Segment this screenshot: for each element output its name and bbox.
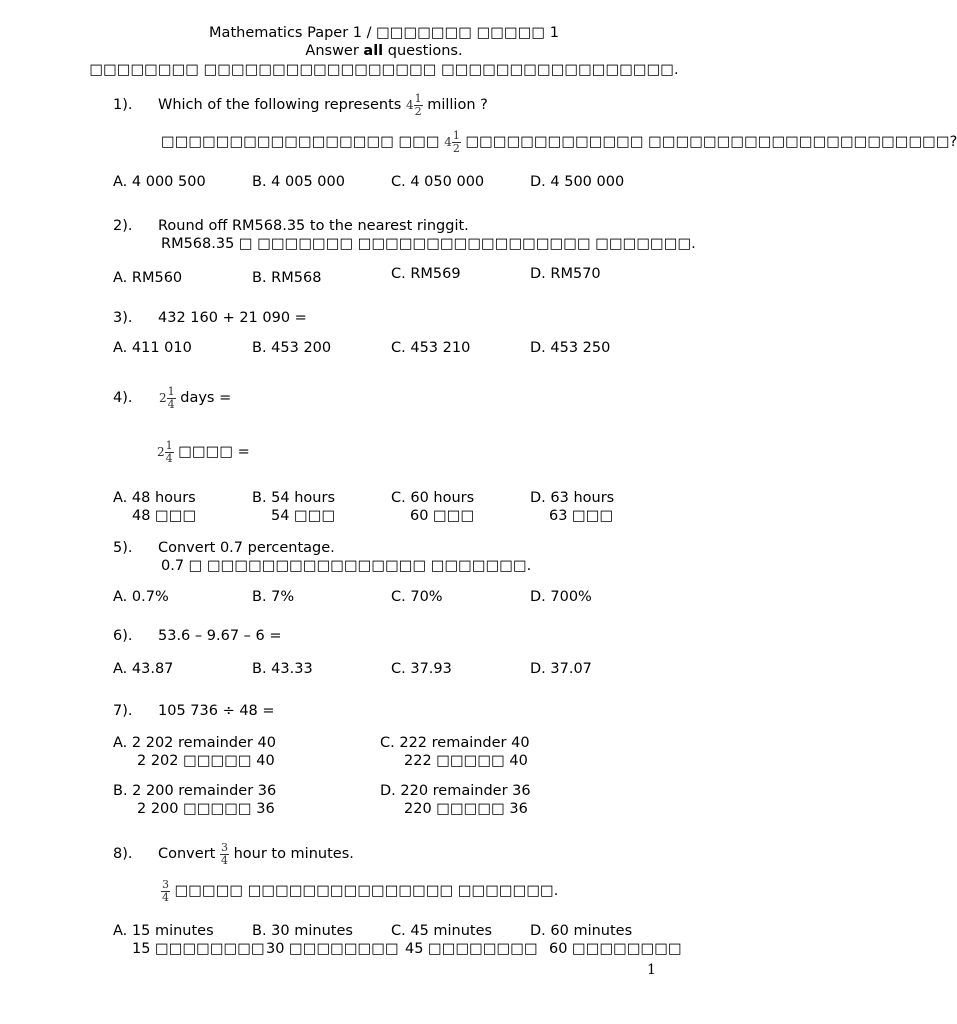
question-5-text-en: Convert 0.7 percentage. [158, 540, 335, 556]
q2-option-d[interactable]: D. RM570 [530, 266, 601, 282]
fraction: $\frac{3}{4}$ [220, 840, 228, 867]
fraction: $\frac{1}{4}$ [167, 384, 175, 411]
q8-option-a[interactable]: A. 15 minutes [113, 923, 214, 939]
question-7-number: 7). [113, 703, 133, 719]
q6-option-d[interactable]: D. 37.07 [530, 661, 592, 677]
q4-option-d[interactable]: D. 63 hours [530, 490, 615, 506]
q7-option-a-ta: 2 202 □□□□□ 40 [137, 753, 275, 769]
q4-option-a[interactable]: A. 48 hours [113, 490, 196, 506]
question-3-text: 432 160 + 21 090 = [158, 310, 307, 326]
question-6-number: 6). [113, 628, 133, 644]
q5-option-c[interactable]: C. 70% [391, 589, 443, 605]
q2-option-a[interactable]: A. RM560 [113, 270, 183, 286]
question-5-number: 5). [113, 540, 133, 556]
q2-option-b[interactable]: B. RM568 [252, 270, 322, 286]
q8-option-c[interactable]: C. 45 minutes [391, 923, 493, 939]
q6-option-b[interactable]: B. 43.33 [252, 661, 313, 677]
fraction: $\frac{1}{2}$ [452, 128, 460, 155]
instruction-ta: □□□□□□□□ □□□□□□□□□□□□□□□□□ □□□□□□□□□□□□□□□□□. [89, 62, 679, 78]
q7-option-b[interactable]: B. 2 200 remainder 36 [113, 783, 277, 799]
q4-option-a-ta: 48 □□□ [132, 508, 197, 524]
question-7-text: 105 736 ÷ 48 = [158, 703, 275, 719]
q4-option-c-ta: 60 □□□ [410, 508, 475, 524]
q7-option-d-ta: 220 □□□□□ 36 [404, 801, 528, 817]
q4-option-b-ta: 54 □□□ [271, 508, 336, 524]
question-8-text-en: Convert $\frac{3}{4}$ hour to minutes. [158, 840, 354, 867]
question-1-number: 1). [113, 97, 133, 113]
q7-option-c-ta: 222 □□□□□ 40 [404, 753, 528, 769]
q3-option-b[interactable]: B. 453 200 [252, 340, 332, 356]
question-3-number: 3). [113, 310, 133, 326]
question-2-text-ta: RM568.35 □ □□□□□□□ □□□□□□□□□□□□□□□□□ □□□□□□□. [161, 236, 696, 252]
q4-option-d-ta: 63 □□□ [549, 508, 614, 524]
q7-option-d[interactable]: D. 220 remainder 36 [380, 783, 531, 799]
q1-option-a[interactable]: A. 4 000 500 [113, 174, 206, 190]
question-1-text-ta: □□□□□□□□□□□□□□□□□ □□□ 4 $\frac{1}{2}$ □□□□□□□□□□□□□ □□□□□□□□□□□□□□□□□□□□□□? [161, 128, 957, 155]
q6-option-c[interactable]: C. 37.93 [391, 661, 452, 677]
q3-option-a[interactable]: A. 411 010 [113, 340, 192, 356]
q7-option-a[interactable]: A. 2 202 remainder 40 [113, 735, 276, 751]
q4-option-c[interactable]: C. 60 hours [391, 490, 475, 506]
question-6-text: 53.6 – 9.67 – 6 = [158, 628, 282, 644]
q8-option-d-ta: 60 □□□□□□□□ [549, 941, 682, 957]
instruction-en: Answer all questions. [305, 43, 463, 59]
q8-option-a-ta: 15 □□□□□□□□ [132, 941, 265, 957]
q6-option-a[interactable]: A. 43.87 [113, 661, 174, 677]
question-5-text-ta: 0.7 □ □□□□□□□□□□□□□□□□ □□□□□□□. [161, 558, 532, 574]
q7-option-c[interactable]: C. 222 remainder 40 [380, 735, 530, 751]
q3-option-c[interactable]: C. 453 210 [391, 340, 471, 356]
question-4-text-ta: 2 $\frac{1}{4}$ □□□□ = [157, 438, 250, 465]
q8-option-d[interactable]: D. 60 minutes [530, 923, 633, 939]
fraction: $\frac{1}{4}$ [165, 438, 173, 465]
q8-option-c-ta: 45 □□□□□□□□ [405, 941, 538, 957]
page-title: Mathematics Paper 1 / □□□□□□□ □□□□□ 1 [209, 25, 559, 41]
q1-option-d[interactable]: D. 4 500 000 [530, 174, 625, 190]
q5-option-d[interactable]: D. 700% [530, 589, 592, 605]
q5-option-b[interactable]: B. 7% [252, 589, 295, 605]
q1-option-b[interactable]: B. 4 005 000 [252, 174, 345, 190]
question-8-number: 8). [113, 846, 133, 862]
q2-option-c[interactable]: C. RM569 [391, 266, 461, 282]
fraction: $\frac{3}{4}$ [162, 877, 169, 904]
question-2-text-en: Round off RM568.35 to the nearest ringgit. [158, 218, 469, 234]
page-number: 1 [647, 962, 656, 978]
fraction: $\frac{1}{2}$ [414, 91, 422, 118]
q5-option-a[interactable]: A. 0.7% [113, 589, 169, 605]
question-4-text-en: 2 $\frac{1}{4}$ days = [159, 384, 232, 411]
q1-option-c[interactable]: C. 4 050 000 [391, 174, 485, 190]
q8-option-b[interactable]: B. 30 minutes [252, 923, 353, 939]
question-2-number: 2). [113, 218, 133, 234]
q3-option-d[interactable]: D. 453 250 [530, 340, 611, 356]
q8-option-b-ta: 30 □□□□□□□□ [266, 941, 399, 957]
q7-option-b-ta: 2 200 □□□□□ 36 [137, 801, 275, 817]
question-1-text-en: Which of the following represents 4 $\frac{1}{2}$ million ? [158, 91, 488, 118]
question-4-number: 4). [113, 390, 133, 406]
question-8-text-ta: $\frac{3}{4}$ □□□□□ □□□□□□□□□□□□□□□ □□□□□□□. [162, 877, 559, 904]
q4-option-b[interactable]: B. 54 hours [252, 490, 335, 506]
